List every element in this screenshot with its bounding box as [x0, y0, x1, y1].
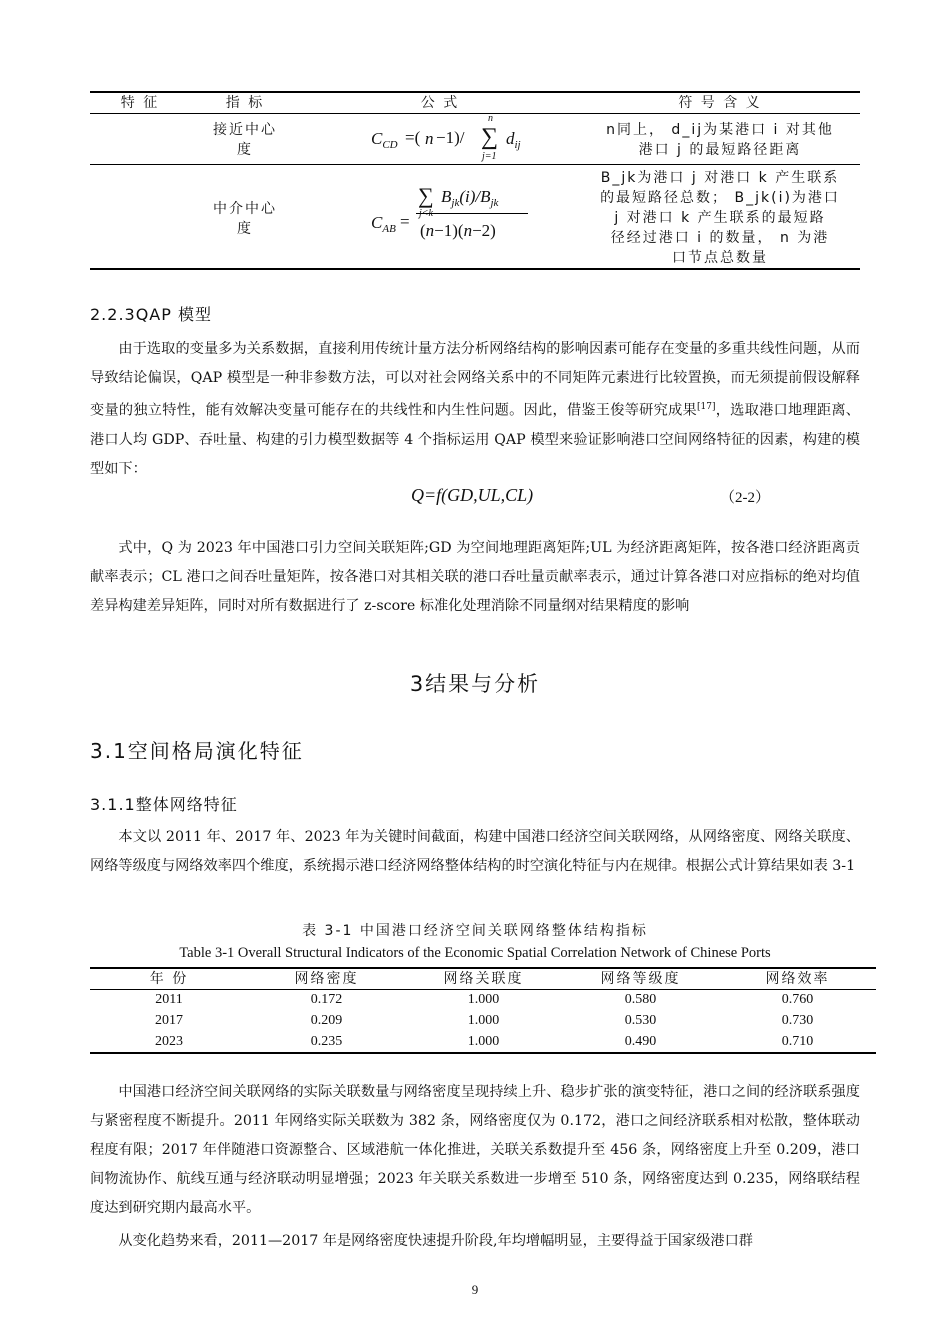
cell: 0.209 — [310, 1013, 343, 1028]
table-top-rule — [90, 91, 860, 93]
meaning-closeness-line1: n同上， d_ij为某港口 i 对其他 — [606, 122, 834, 138]
table-row — [90, 1010, 876, 1031]
table-header-feature: 特 征 — [120, 95, 160, 111]
equation-number: （2-2） — [720, 490, 770, 506]
meaning-betweenness-line1: B_jk为港口 j 对港口 k 产生联系 — [600, 170, 840, 186]
section-heading-31: 3.1空间格局演化特征 — [90, 739, 304, 763]
cell: 1.000 — [467, 992, 500, 1007]
cell: 2023 — [155, 1034, 183, 1049]
table-header-rule — [90, 113, 860, 114]
table-caption-cn: 表 3-1 中国港口经济空间关联网络整体结构指标 — [302, 923, 648, 939]
indicator-betweenness-line1: 中介中心 — [213, 201, 277, 217]
col-efficiency: 网络效率 — [765, 971, 830, 987]
indicator-closeness-line2: 度 — [237, 142, 253, 158]
cell: 0.760 — [781, 992, 814, 1007]
table-header-meaning: 符 号 含 义 — [678, 95, 762, 111]
col-connectedness: 网络关联度 — [443, 971, 524, 987]
indicator-betweenness-line2: 度 — [237, 221, 253, 237]
cell: 0.710 — [781, 1034, 814, 1049]
cell: 2011 — [155, 992, 183, 1007]
paragraph-density-trend: 中国港口经济空间关联网络的实际关联数量与网络密度呈现持续上升、稳步扩张的演变特征，港口之间的经济联系强度与紧密程度不断提升。2011 年网络实际关联数为 382 条，网络密度仅为 0.172，港口之间经济联系相对松散，整体联动程度有限；2017 年伴随港口资源整合、区域港航一体化推进，关联关系数提升至 456 条，网络密度上升至 0.209，港口间物流协作、航线互通与经济联动明显增强；2023 年关联关系数进一步增至 510 条，网络密度达到 0.235，网络联结程度达到研究期内最高水平。 — [90, 1084, 860, 1216]
meaning-betweenness-line2: 的最短路径总数； B_jk(i)为港口 — [600, 190, 840, 206]
meaning-betweenness-line3: j 对港口 k 产生联系的最短路 — [614, 210, 826, 226]
paragraph-qap-variables: 式中，Q 为 2023 年中国港口引力空间关联矩阵;GD 为空间地理距离矩阵;UL 为经济距离矩阵，按各港口经济距离贡献率表示；CL 港口之间吞吐量矩阵，按各港口对其相关联的港口吞吐量贡献率表示，通过计算各港口对应指标的绝对均值差异构建差异矩阵，同时对所有数据进行了 z-score 标准化处理消除不同量纲对结果精度的影响 — [90, 540, 860, 614]
section-heading-311: 3.1.1整体网络特征 — [90, 795, 238, 814]
meaning-betweenness-line4: 径经过港口 i 的数量， n 为港 — [610, 230, 830, 246]
citation: [17] — [696, 402, 716, 412]
col-density: 网络密度 — [294, 971, 359, 987]
cell: 1.000 — [467, 1013, 500, 1028]
cell: 2017 — [155, 1013, 183, 1028]
cell: 0.490 — [624, 1034, 657, 1049]
table-header-indicator: 指 标 — [225, 95, 265, 111]
paragraph-qap: 由于选取的变量多为关系数据，直接利用传统计量方法分析网络结构的影响因素可能存在变量的多重共线性问题，从而导致结论偏误，QAP 模型是一种非参数方法，可以对社会网络关系中的不同矩阵元素进行比较置换，而无须提前假设解释变量的独立特性，能有效解决变量可能存在的共线性和内生性问题。因此，借鉴王俊等研究成果[17]，选取港口地理距离、港口人均 GDP、吞吐量、构建的引力模型数据等 4 个指标运用 QAP 模型来验证影响港口空间网络特征的因素，构建的模型如下： — [90, 341, 860, 477]
cell: 0.580 — [624, 992, 657, 1007]
chapter-title: 3结果与分析 — [409, 672, 541, 696]
meaning-betweenness-line5: 口节点总数量 — [672, 250, 768, 266]
col-year: 年 份 — [149, 971, 189, 987]
page-number: 9 — [471, 1282, 479, 1297]
cell: 1.000 — [467, 1034, 500, 1049]
meaning-closeness-line2: 港口 j 的最短路径距离 — [638, 142, 802, 158]
table-row — [90, 989, 876, 1010]
paragraph-change-trend: 从变化趋势来看，2011—2017 年是网络密度快速提升阶段,年均增幅明显，主要得益于国家级港口群 — [118, 1233, 753, 1249]
table-bottom-rule — [90, 268, 860, 270]
section-heading-223: 2.2.3QAP 模型 — [90, 305, 212, 324]
table-caption-en: Table 3-1 Overall Structural Indicators of the Economic Spatial Correlation Network of Chinese Ports — [179, 945, 771, 961]
cell: 0.235 — [310, 1034, 343, 1049]
cell: 0.172 — [310, 992, 343, 1007]
table-header-formula: 公 式 — [420, 95, 460, 111]
table-row — [90, 1031, 876, 1052]
col-hierarchy: 网络等级度 — [600, 971, 681, 987]
paragraph-overall-network: 本文以 2011 年、2017 年、2023 年为关键时间截面，构建中国港口经济空间关联网络，从网络密度、网络关联度、网络等级度与网络效率四个维度，系统揭示港口经济网络整体结构的时空演化特征与内在规律。根据公式计算结果如表 3-1 — [90, 829, 860, 874]
equation-qap: Q=f(GD,UL,CL) — [411, 485, 534, 505]
indicator-closeness-line1: 接近中心 — [213, 122, 277, 138]
table-header-row — [90, 969, 876, 990]
cell: 0.530 — [624, 1013, 657, 1028]
table-row-rule — [90, 164, 860, 165]
table31-bottom-rule — [90, 1052, 876, 1054]
cell: 0.730 — [781, 1013, 814, 1028]
